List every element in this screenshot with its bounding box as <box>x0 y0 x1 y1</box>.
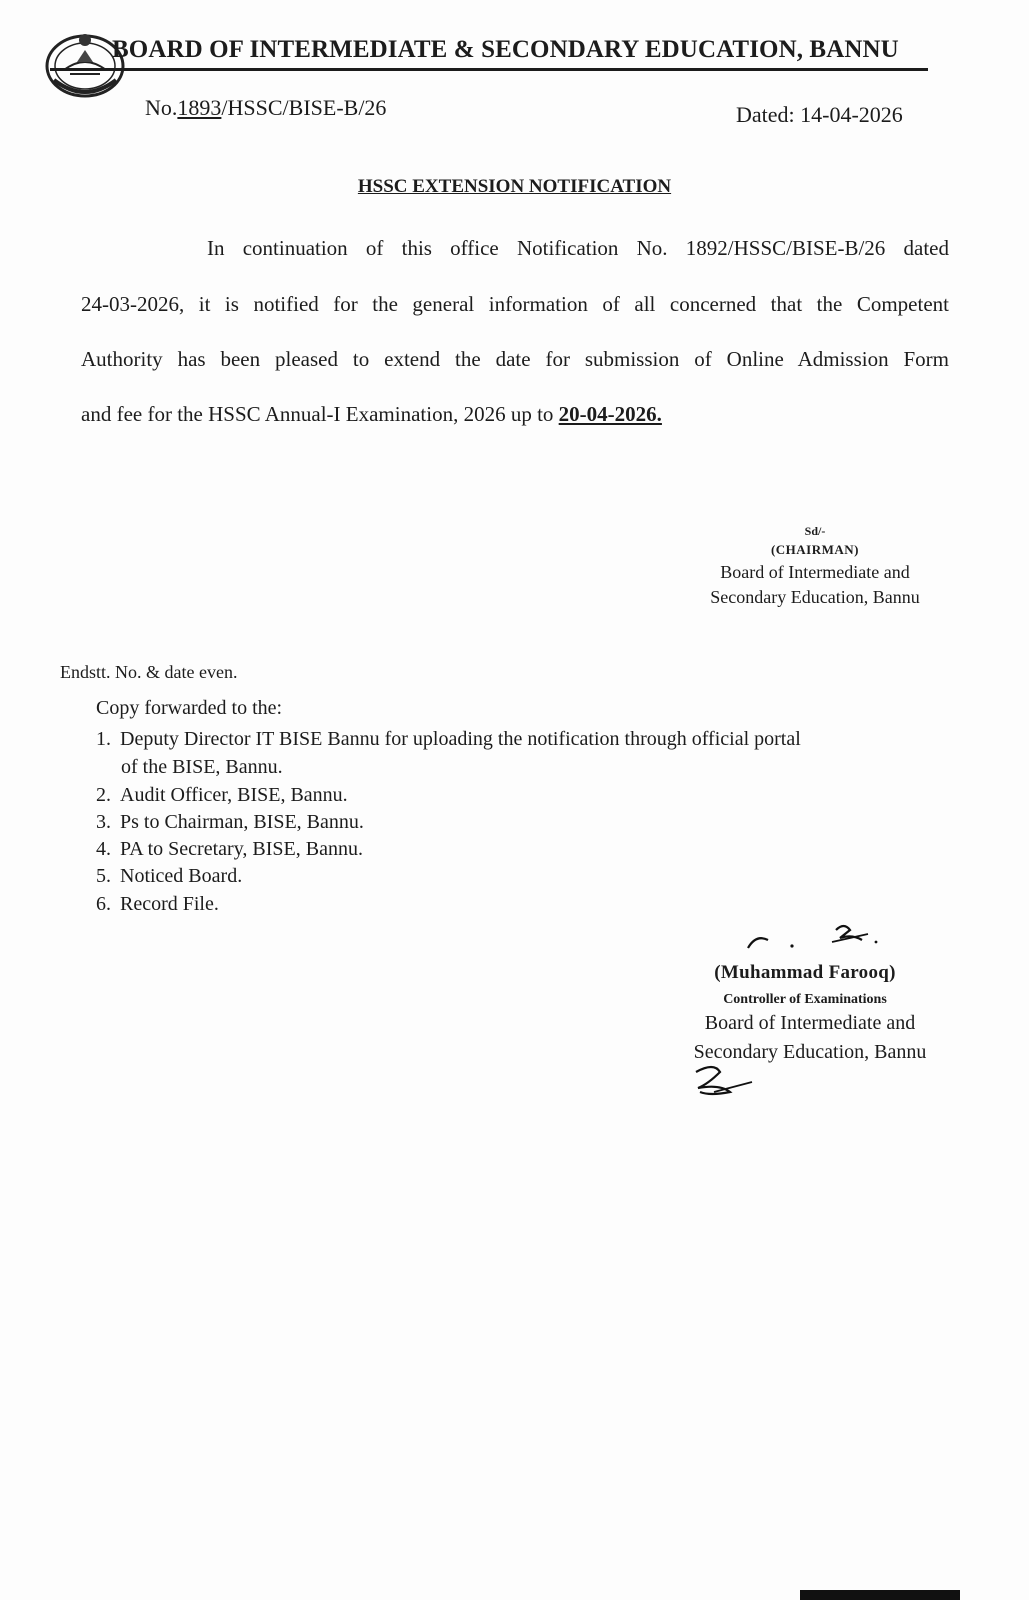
body-line: In continuation of this office Notification No. 1892/HSSC/BISE-B/26 dated <box>207 236 949 260</box>
recipient-number: 3. <box>96 811 111 833</box>
controller-name: (Muhammad Farooq) <box>714 962 896 983</box>
recipient-number: 1. <box>96 728 111 750</box>
recipient-number: 2. <box>96 784 111 806</box>
recipient-number: 4. <box>96 838 111 860</box>
recipient-text: Ps to Chairman, BISE, Bannu. <box>120 811 364 833</box>
controller-title: Controller of Examinations <box>723 992 887 1007</box>
notification-heading: HSSC EXTENSION NOTIFICATION <box>357 176 672 197</box>
chairman-org-line1: Board of Intermediate and <box>720 562 910 582</box>
body-line: 24-03-2026, it is notified for the general information of all concerned that the Competent <box>81 292 949 316</box>
recipient-text: Record File. <box>120 893 219 915</box>
issue-date: Dated: 14-04-2026 <box>736 102 903 127</box>
recipient-text: Noticed Board. <box>120 865 243 887</box>
copy-forwarded-label: Copy forwarded to the: <box>96 697 283 719</box>
body-line: and fee for the HSSC Annual-I Examination, 2026 up to <box>81 402 559 426</box>
body-line-last <box>81 402 949 427</box>
chairman-title: (CHAIRMAN) <box>770 542 860 557</box>
recipient-text-continued: of the BISE, Bannu. <box>121 756 283 778</box>
recipient-text: Deputy Director IT BISE Bannu for uploading the notification through official portal <box>120 728 801 750</box>
sd-mark: Sd/- <box>804 524 826 538</box>
recipient-text: Audit Officer, BISE, Bannu. <box>120 784 348 806</box>
recipient-item <box>96 865 242 888</box>
controller-org-line1: Board of Intermediate and <box>704 1012 916 1034</box>
ref-number: 1893 <box>177 95 222 120</box>
recipient-item <box>96 811 364 834</box>
recipient-item <box>96 838 363 861</box>
recipient-item <box>96 728 801 751</box>
ref-suffix: /HSSC/BISE-B/26 <box>221 95 387 120</box>
recipient-item <box>96 893 219 916</box>
scan-edge-mark <box>800 1590 960 1600</box>
controller-org-line2: Secondary Education, Bannu <box>693 1041 927 1063</box>
deadline-date: 20-04-2026. <box>558 402 662 426</box>
board-title: BOARD OF INTERMEDIATE & SECONDARY EDUCATION, BANNU <box>112 36 899 63</box>
chairman-org-line2: Secondary Education, Bannu <box>710 587 920 607</box>
body-line: Authority has been pleased to extend the date for submission of Online Admission Form <box>81 347 949 371</box>
initials-mark <box>690 1062 770 1102</box>
ref-prefix: No. <box>145 95 178 120</box>
recipient-number: 6. <box>96 893 111 915</box>
title-underline <box>50 68 928 71</box>
recipient-item <box>96 784 348 807</box>
controller-signature <box>740 918 890 958</box>
endorsement-line: Endstt. No. & date even. <box>60 662 238 682</box>
recipient-number: 5. <box>96 865 111 887</box>
reference-number <box>145 95 386 121</box>
recipient-text: PA to Secretary, BISE, Bannu. <box>120 838 363 860</box>
